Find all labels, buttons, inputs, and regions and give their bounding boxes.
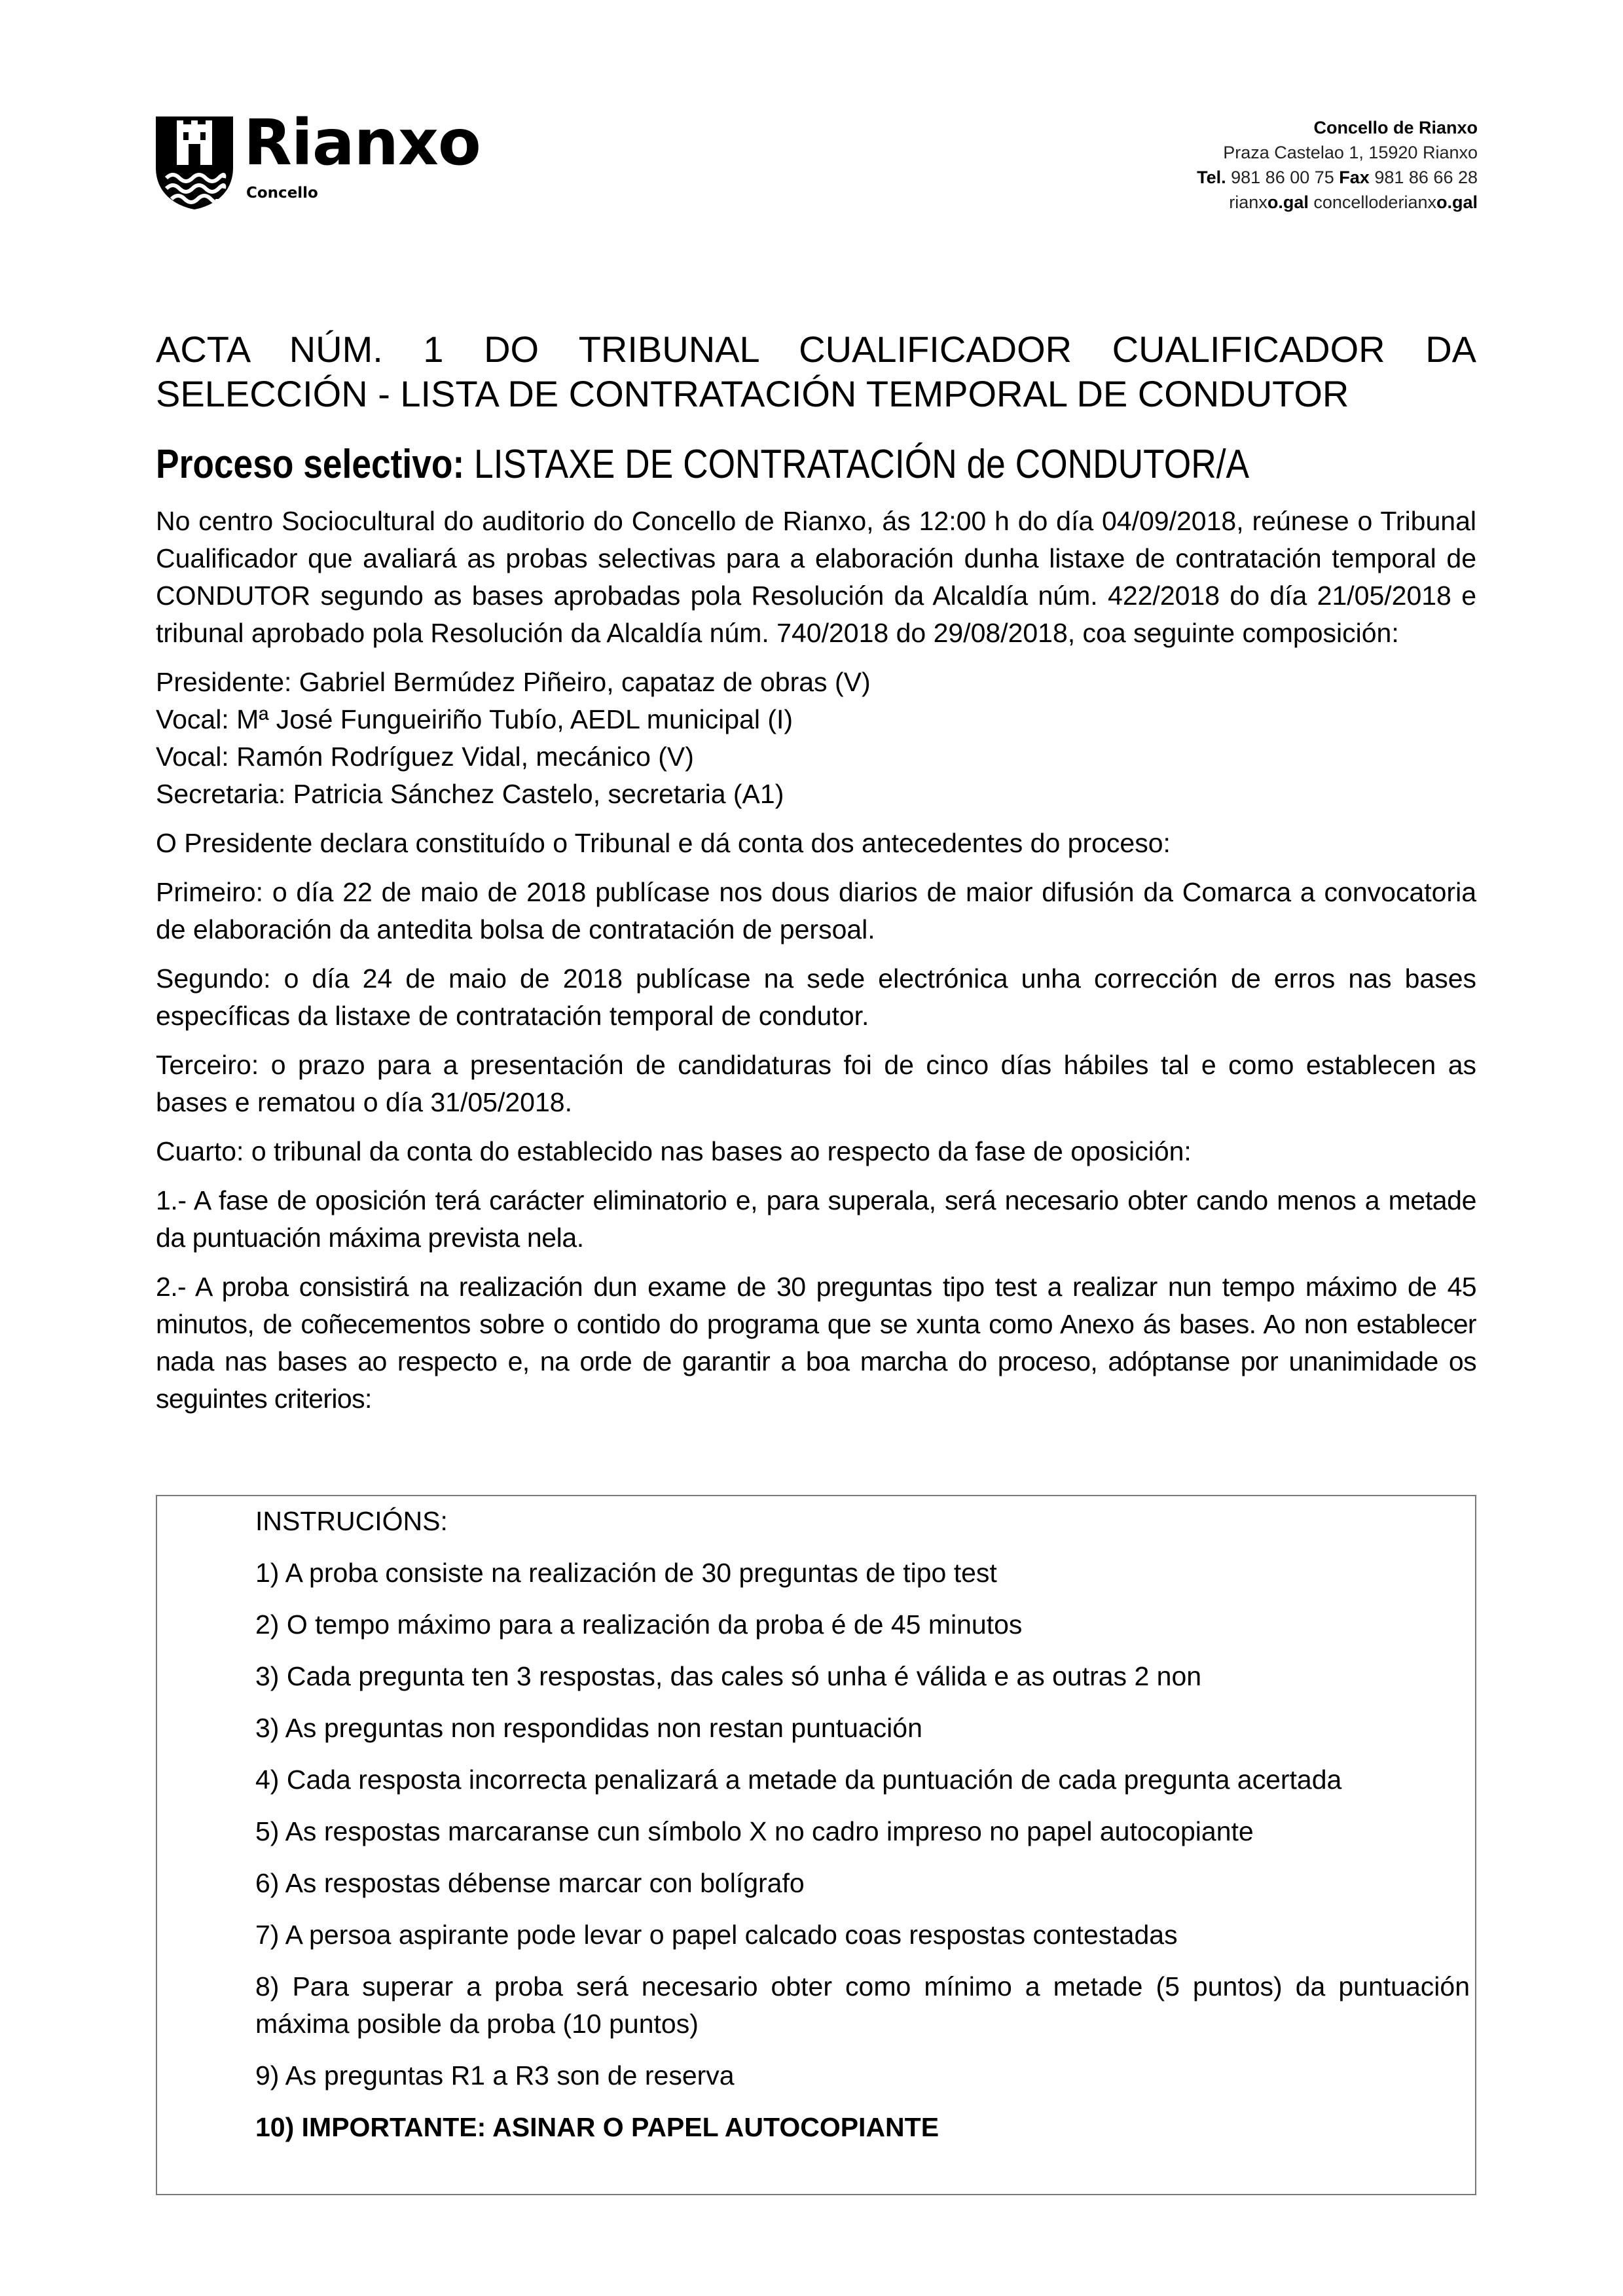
process-label: Proceso selectivo: bbox=[156, 442, 465, 487]
instruction-item: 9) As preguntas R1 a R3 son de reserva bbox=[255, 2060, 735, 2090]
member-line: Vocal: Mª José Fungueiriño Tubío, AEDL municipal (I) bbox=[156, 704, 793, 734]
tribunal-members bbox=[156, 664, 1476, 813]
contact-web bbox=[1197, 190, 1478, 215]
instruction-item: 3) As preguntas non respondidas non restan puntuación bbox=[255, 1713, 922, 1743]
instruction-item: 8) Para superar a proba será necesario obter como mínimo a metade (5 puntos) da puntuación máxima posible da proba (10 puntos) bbox=[255, 1971, 1470, 2039]
intro-paragraph: No centro Sociocultural do auditorio do Concello de Rianxo, ás 12:00 h do día 04/09/2018, reúnese o Tribunal Cualificador que avaliará as probas selectivas para a elaboración dunha listaxe de contratación temporal de CONDUTOR segundo as bases aprobadas pola Resolución da Alcaldía núm. 422/2018 do día 21/05/2018 e tribunal aprobado pola Resolución da Alcaldía núm. 740/2018 do 29/08/2018, coa seguinte composición: bbox=[156, 506, 1476, 648]
document-body bbox=[156, 327, 1476, 1418]
process-heading bbox=[156, 441, 1292, 488]
instruction-item: 6) As respostas débense marcar con bolígrafo bbox=[255, 1868, 805, 1898]
instruction-item: 3) Cada pregunta ten 3 respostas, das cales só unha é válida e as outras 2 non bbox=[255, 1661, 1202, 1691]
instruction-item: 4) Cada resposta incorrecta penalizará a metade da puntuación de cada pregunta acertada bbox=[255, 1765, 1342, 1795]
member-line: Secretaria: Patricia Sánchez Castelo, secretaria (A1) bbox=[156, 779, 784, 809]
instructions-box bbox=[156, 1495, 1476, 2195]
member-line: Presidente: Gabriel Bermúdez Piñeiro, capataz de obras (V) bbox=[156, 667, 871, 697]
tel-value: 981 86 00 75 bbox=[1231, 168, 1334, 187]
process-value: LISTAXE DE CONTRATACIÓN de CONDUTOR/A bbox=[474, 442, 1250, 487]
fax-value: 981 86 66 28 bbox=[1374, 168, 1478, 187]
instruction-item: 5) As respostas marcaranse cun símbolo X no cadro impreso no papel autocopiante bbox=[255, 1816, 1254, 1846]
body-paragraph: 2.- A proba consistirá na realización dun exame de 30 preguntas tipo test a realizar nun tempo máximo de 45 minutos, de coñecementos sobre o contido do programa que se xunta como Anexo ás bases. Ao non establecer nada nas bases ao respecto e, na orde de garantir a boa marcha do proceso, adóptanse por unanimidade os seguintes criterios: bbox=[156, 1272, 1476, 1414]
instructions-list bbox=[255, 1503, 1470, 2161]
member-line: Vocal: Ramón Rodríguez Vidal, mecánico (V) bbox=[156, 742, 694, 772]
body-paragraph: O Presidente declara constituído o Tribunal e dá conta dos antecedentes do proceso: bbox=[156, 828, 1171, 858]
shield-icon bbox=[155, 115, 234, 211]
concello-logo bbox=[155, 106, 521, 213]
web-link-2-prefix[interactable]: concelloderianx bbox=[1313, 192, 1436, 212]
web-link-1-suffix[interactable]: o.gal bbox=[1267, 192, 1309, 212]
logo-wordmark: Rianxo bbox=[244, 106, 481, 179]
body-paragraph: Terceiro: o prazo para a presentación de candidaturas foi de cinco días hábiles tal e como establecen as bases e rematou o día 31/05/2018. bbox=[156, 1050, 1476, 1117]
document-title: ACTA NÚM. 1 DO TRIBUNAL CUALIFICADOR CUALIFICADOR DA SELECCIÓN - LISTA DE CONTRATACIÓN TEMPORAL DE CONDUTOR bbox=[156, 329, 1476, 414]
contact-address: Praza Castelao 1, 15920 Rianxo bbox=[1223, 143, 1478, 162]
contact-block bbox=[1197, 115, 1478, 215]
body-paragraph: Primeiro: o día 22 de maio de 2018 publícase nos dous diarios de maior difusión da Comarca a convocatoria de elaboración da antedita bolsa de contratación de persoal. bbox=[156, 877, 1476, 944]
instruction-item: 7) A persoa aspirante pode levar o papel calcado coas respostas contestadas bbox=[255, 1920, 1178, 1950]
instruction-item-important: 10) IMPORTANTE: ASINAR O PAPEL AUTOCOPIANTE bbox=[255, 2112, 939, 2142]
instruction-item: 2) O tempo máximo para a realización da proba é de 45 minutos bbox=[255, 1609, 1023, 1640]
web-link-2-suffix[interactable]: o.gal bbox=[1436, 192, 1478, 212]
contact-name: Concello de Rianxo bbox=[1313, 118, 1478, 137]
fax-label: Fax bbox=[1339, 168, 1370, 187]
instruction-item: 1) A proba consiste na realización de 30 preguntas de tipo test bbox=[255, 1558, 997, 1588]
tel-label: Tel. bbox=[1197, 168, 1226, 187]
body-paragraph: Cuarto: o tribunal da conta do establecido nas bases ao respecto da fase de oposición: bbox=[156, 1136, 1192, 1166]
body-paragraph: Segundo: o día 24 de maio de 2018 publícase na sede electrónica unha corrección de erros nas bases específicas da listaxe de contratación temporal de condutor. bbox=[156, 963, 1476, 1031]
web-link-1-prefix[interactable]: rianx bbox=[1229, 192, 1267, 212]
logo-subtitle: Concello bbox=[246, 185, 318, 202]
body-paragraph: 1.- A fase de oposición terá carácter eliminatorio e, para superala, será necesario obter cando menos a metade da puntuación máxima prevista nela. bbox=[156, 1185, 1476, 1253]
instructions-heading: INSTRUCIÓNS: bbox=[255, 1506, 448, 1536]
contact-phones bbox=[1197, 165, 1478, 190]
